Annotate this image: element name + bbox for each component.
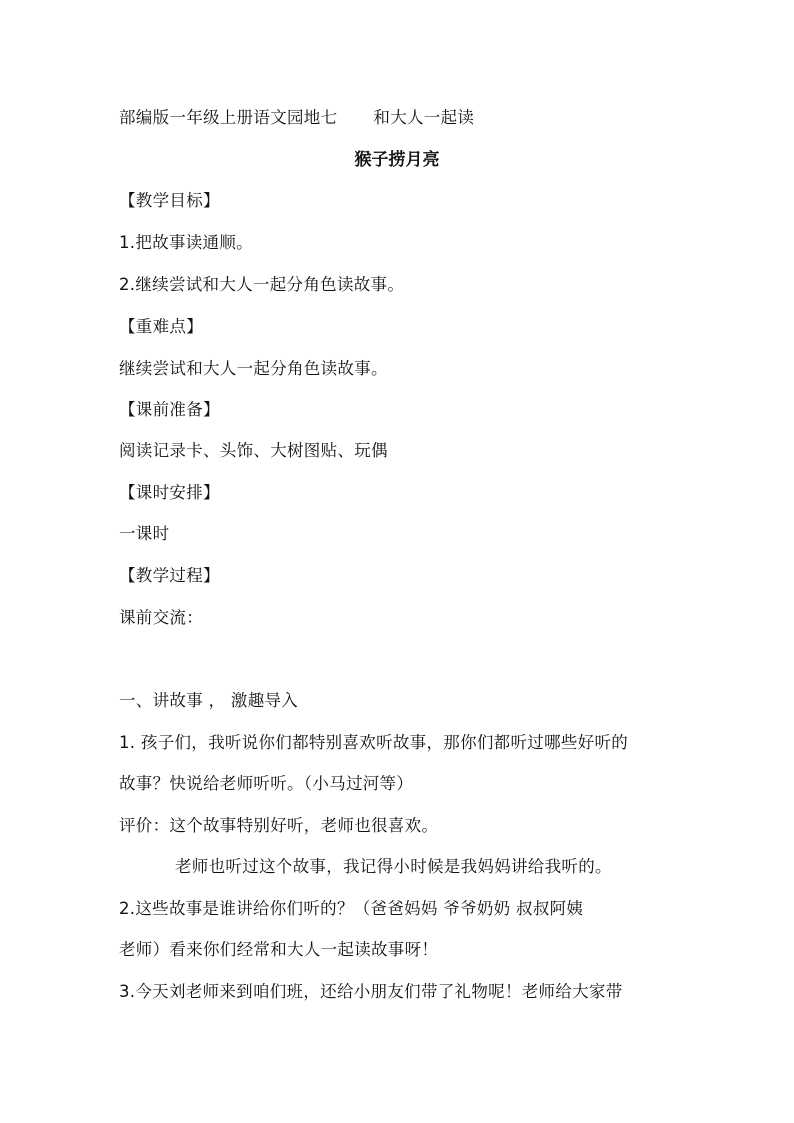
objective-item-1: 1.把故事读通顺。	[119, 233, 253, 252]
header-left-text: 部编版一年级上册语文园地七	[119, 108, 338, 127]
schedule-text: 一课时	[119, 524, 170, 543]
section-heading-process: 【教学过程】	[119, 566, 220, 585]
document-title: 猴子捞月亮	[354, 150, 440, 170]
document-header	[119, 106, 699, 130]
section-heading-key-points: 【重难点】	[119, 317, 203, 336]
process-paragraph-1-line-2: 故事？快说给老师听听。（小马过河等）	[119, 774, 414, 793]
process-paragraph-2-line-1: 2.这些故事是谁讲给你们听的？（爸爸妈妈 爷爷奶奶 叔叔阿姨	[119, 899, 584, 918]
header-right-text: 和大人一起读	[373, 108, 475, 127]
process-paragraph-3-line-1: 3.今天刘老师来到咱们班，还给小朋友们带了礼物呢！老师给大家带	[119, 982, 623, 1001]
pre-class-label: 课前交流：	[119, 608, 203, 627]
process-paragraph-2-line-2: 老师）看来你们经常和大人一起读故事呀！	[119, 940, 439, 959]
preparation-text: 阅读记录卡、头饰、大树图贴、玩偶	[119, 441, 388, 460]
process-step-1-heading: 一、讲故事 ， 激趣导入	[119, 691, 299, 710]
objective-item-2: 2.继续尝试和大人一起分角色读故事。	[119, 275, 405, 294]
section-heading-objectives: 【教学目标】	[119, 191, 220, 210]
key-points-text: 继续尝试和大人一起分角色读故事。	[119, 359, 388, 378]
section-heading-schedule: 【课时安排】	[119, 483, 220, 502]
evaluation-text: 评价：这个故事特别好听，老师也很喜欢。	[119, 816, 439, 835]
evaluation-continued-text: 老师也听过这个故事，我记得小时候是我妈妈讲给我听的。	[175, 857, 612, 876]
process-paragraph-1-line-1: 1. 孩子们，我听说你们都特别喜欢听故事，那你们都听过哪些好听的	[119, 733, 629, 752]
section-heading-preparation: 【课前准备】	[119, 400, 220, 419]
